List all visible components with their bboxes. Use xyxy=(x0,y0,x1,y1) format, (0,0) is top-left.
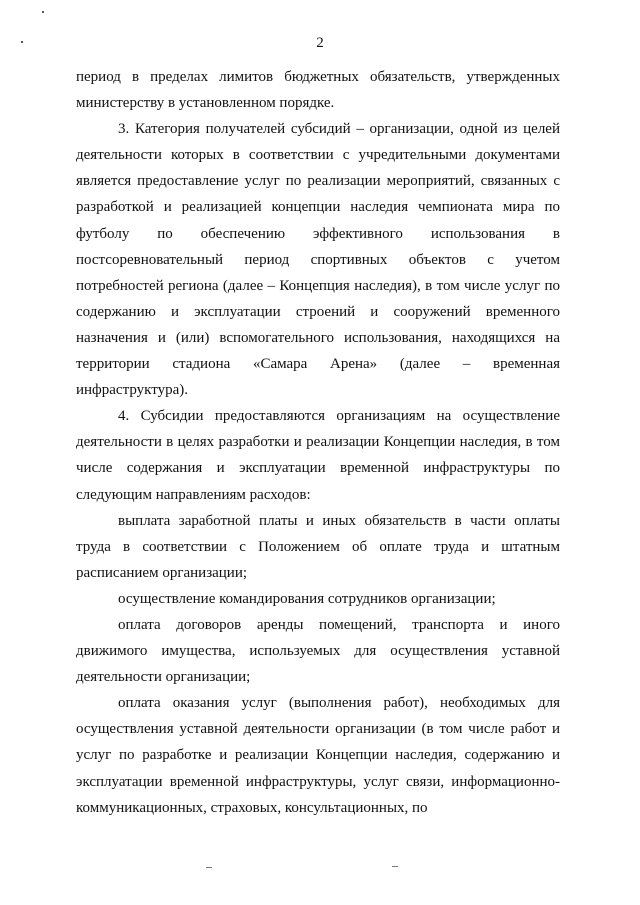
scan-mark xyxy=(206,867,212,868)
page-number: 2 xyxy=(316,35,324,51)
scan-speck xyxy=(42,11,44,13)
paragraph-item-salary: выплата заработной платы и иных обязательств в части оплаты труда в соответствии с Положением об оплате труда и штатным расписанием организации; xyxy=(76,512,560,581)
paragraph-item-services: оплата оказания услуг (выполнения работ), необходимых для осуществления уставной деятельности организации (в том числе работ и услуг по разработке и реализации Концепции наследия, содержанию и эксплуатации временной инфраструктуры, услуг связи, информационно-коммуникационных, страховых, консультационных, по xyxy=(76,695,560,816)
body-text xyxy=(76,64,560,821)
paragraph-item-lease: оплата договоров аренды помещений, транспорта и иного движимого имущества, используемых для осуществления уставной деятельности организации; xyxy=(76,616,560,686)
paragraph-item-travel: осуществление командирования сотрудников организации; xyxy=(118,590,496,607)
paragraph-section-4: 4. Субсидии предоставляются организациям на осуществление деятельности в целях разработки и реализации Концепции наследия, в том числе содержания и эксплуатации временной инфраструктуры по следующим направлениям расходов: xyxy=(76,408,560,503)
scan-mark xyxy=(392,866,398,867)
paragraph-section-3: 3. Категория получателей субсидий – организации, одной из целей деятельности которых в соответствии с учредительными документами является предоставление услуг по реализации мероприятий, связанных с разработкой и реализацией концепции наследия чемпионата мира по футболу по обеспечению эффективного использования в постсоревновательный период спортивных объектов с учетом потребностей региона (далее – Концепция наследия), в том числе услуг по содержанию и эксплуатации строений и сооружений временного назначения и (или) вспомогательного использования, находящихся на территории стадиона «Самара Арена» (далее – временная инфраструктура). xyxy=(76,121,560,399)
paragraph-continuation: период в пределах лимитов бюджетных обязательств, утвержденных министерству в установленном порядке. xyxy=(76,69,560,112)
